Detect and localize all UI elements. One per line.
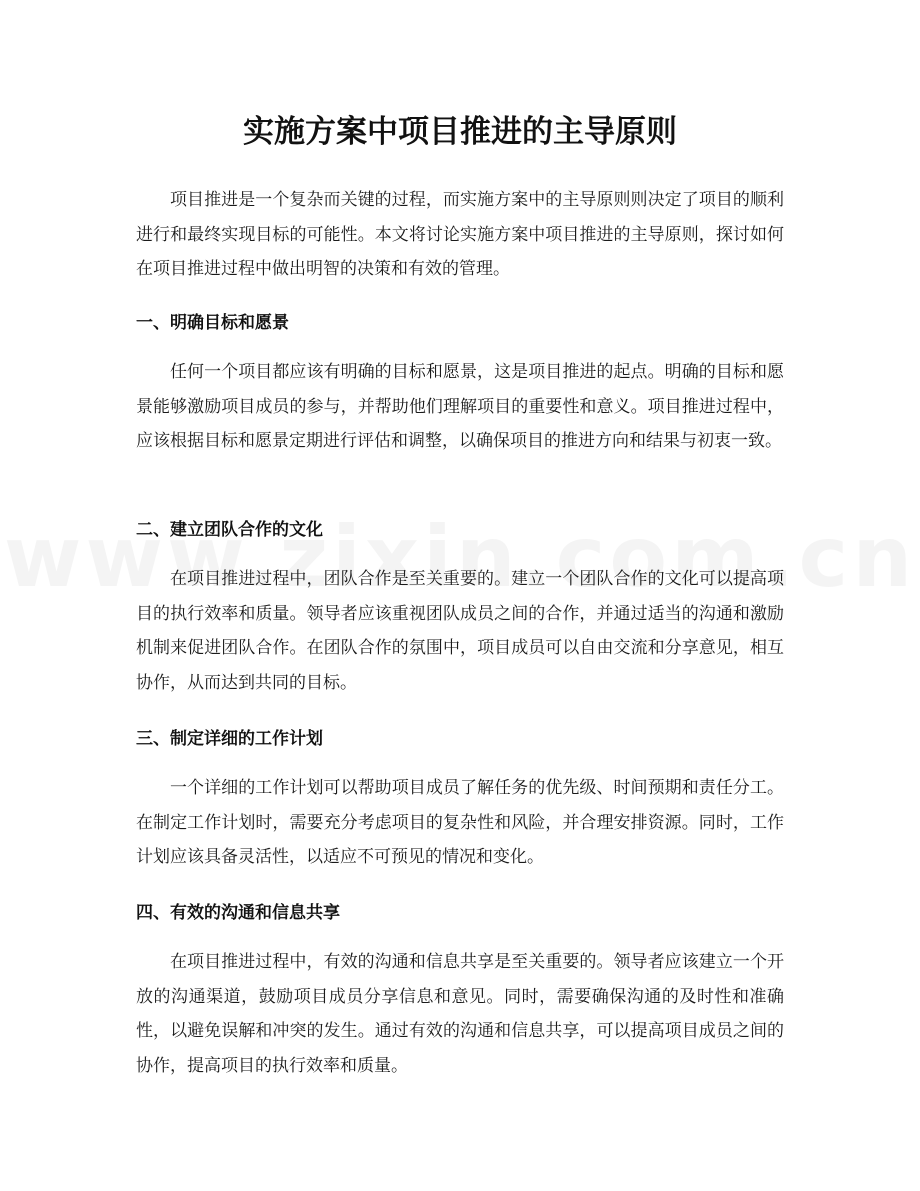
intro-paragraph: 项目推进是一个复杂而关键的过程，而实施方案中的主导原则则决定了项目的顺利进行和最终实现目标的可能性。本文将讨论实施方案中项目推进的主导原则，探讨如何在项目推进过程中做出明智的决策和有效的管理。 <box>136 190 784 279</box>
section-body-work-plan: 一个详细的工作计划可以帮助项目成员了解任务的优先级、时间预期和责任分工。在制定工作计划时，需要充分考虑项目的复杂性和风险，并合理安排资源。同时，工作计划应该具备灵活性，以适应不可预见的情况和变化。 <box>136 778 784 867</box>
section-heading-goals: 一、明确目标和愿景 <box>136 313 289 333</box>
section-body-teamwork: 在项目推进过程中，团队合作是至关重要的。建立一个团队合作的文化可以提高项目的执行效率和质量。领导者应该重视团队成员之间的合作，并通过适当的沟通和激励机制来促进团队合作。在团队合作的氛围中，项目成员可以自由交流和分享意见，相互协作，从而达到共同的目标。 <box>136 569 784 693</box>
document-title: 实施方案中项目推进的主导原则 <box>243 114 677 150</box>
section-heading-teamwork: 二、建立团队合作的文化 <box>136 520 323 540</box>
section-body-communication: 在项目推进过程中，有效的沟通和信息共享是至关重要的。领导者应该建立一个开放的沟通渠道，鼓励项目成员分享信息和意见。同时，需要确保沟通的及时性和准确性，以避免误解和冲突的发生。通过有效的沟通和信息共享，可以提高项目成员之间的协作，提高项目的执行效率和质量。 <box>136 952 784 1076</box>
section-heading-communication: 四、有效的沟通和信息共享 <box>136 903 340 923</box>
section-heading-work-plan: 三、制定详细的工作计划 <box>136 729 323 749</box>
section-body-goals: 任何一个项目都应该有明确的目标和愿景，这是项目推进的起点。明确的目标和愿景能够激励项目成员的参与，并帮助他们理解项目的重要性和意义。项目推进过程中，应该根据目标和愿景定期进行评估和调整，以确保项目的推进方向和结果与初衷一致。 <box>136 362 784 451</box>
